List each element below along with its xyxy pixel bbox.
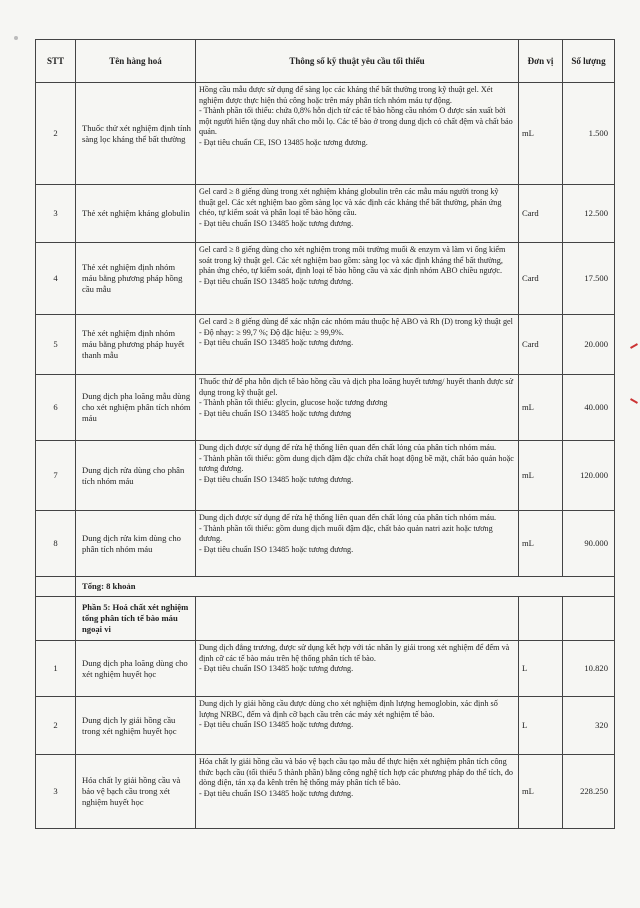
spec-line: - Thành phần tối thiểu: glycin, glucose hoặc tương đương <box>199 398 388 407</box>
row-name: Dung dịch ly giải hồng cầu trong xét nghiệm huyết học <box>76 697 196 755</box>
spec-line: Gel card ≥ 8 giếng dùng để xác nhận các nhóm máu thuộc hệ ABO và Rh (D) trong kỹ thuật gel <box>199 317 513 326</box>
row-unit: Card <box>519 185 563 243</box>
spec-line: Dung dịch đẳng trương, được sử dụng kết hợp với tác nhân ly giải trong xét nghiệm để đếm và định cỡ các tế bào máu trên hệ thống phân tích tế bào. <box>199 643 510 663</box>
table-row <box>36 185 615 243</box>
row-qty: 20.000 <box>563 315 615 375</box>
row-spec <box>196 243 519 315</box>
spec-line: - Thành phần tối thiểu: chứa 0,8% hỗn dịch từ các tế bào hồng cầu nhóm O được sản xuất bởi một người hiến tặng duy nhất cho mỗi lọ. Các tế bào ở trong dung dịch có chất đệm và chất bảo quản. <box>199 106 513 136</box>
spec-line: Dung dịch được sử dụng để rửa hệ thống liên quan đến chất lỏng của phân tích nhóm máu. <box>199 513 497 522</box>
row-qty: 10.820 <box>563 641 615 697</box>
row-unit: Card <box>519 243 563 315</box>
spec-line: - Đạt tiêu chuẩn ISO 13485 hoặc tương đương. <box>199 338 354 347</box>
header-row <box>36 40 615 83</box>
row-qty: 90.000 <box>563 511 615 577</box>
header-spec: Thông số kỹ thuật yêu cầu tối thiểu <box>196 40 519 83</box>
row-spec <box>196 511 519 577</box>
row-spec <box>196 375 519 441</box>
row-qty: 320 <box>563 697 615 755</box>
row-name: Dung dịch rửa kim dùng cho phân tích nhóm máu <box>76 511 196 577</box>
table-body-part5 <box>36 641 615 829</box>
row-spec <box>196 697 519 755</box>
row-qty: 1.500 <box>563 83 615 185</box>
spec-line: - Đạt tiêu chuẩn ISO 13485 hoặc tương đương. <box>199 276 354 286</box>
spec-line: Gel card ≥ 8 giếng dùng trong xét nghiệm kháng globulin trên các mẫu máu người trong kỹ thuật gel. Các xét nghiệm bao gồm sàng lọc và xác định các kháng thể bất thường, phản ứng chéo, tự kiểm soát và phân loại tế bào hồng cầu. <box>199 187 502 217</box>
spec-line: - Đạt tiêu chuẩn CE, ISO 13485 hoặc tương đương. <box>199 137 368 147</box>
spec-line: - Đạt tiêu chuẩn ISO 13485 hoặc tương đương. <box>199 544 354 554</box>
total-label: Tổng: 8 khoản <box>76 577 615 597</box>
row-qty: 228.250 <box>563 755 615 829</box>
table-row <box>36 315 615 375</box>
row-name: Thẻ xét nghiệm kháng globulin <box>76 185 196 243</box>
row-spec <box>196 83 519 185</box>
header-stt: STT <box>36 40 76 83</box>
stamp-edge-mark <box>630 343 638 349</box>
spec-line: Thuốc thử để pha hỗn dịch tế bào hồng cầu và dịch pha loãng huyết tương/ huyết thanh được sử dụng trong kỹ thuật gel. <box>199 377 514 397</box>
table-body-part4 <box>36 83 615 577</box>
row-name: Hóa chất ly giải hồng cầu và bảo vệ bạch cầu trong xét nghiệm huyết học <box>76 755 196 829</box>
specification-table <box>35 39 615 829</box>
row-unit: L <box>519 641 563 697</box>
row-stt: 1 <box>36 641 76 697</box>
spec-line: Dung dịch được sử dụng để rửa hệ thống liên quan đến chất lỏng của phân tích nhóm máu. <box>199 443 497 452</box>
row-name: Dung dịch pha loãng dùng cho xét nghiệm huyết học <box>76 641 196 697</box>
row-spec <box>196 185 519 243</box>
spec-line: - Đạt tiêu chuẩn ISO 13485 hoặc tương đương. <box>199 218 354 228</box>
row-name: Dung dịch rửa dùng cho phân tích nhóm máu <box>76 441 196 511</box>
spec-line: Hồng cầu mẫu được sử dụng để sàng lọc các kháng thể bất thường trong kỹ thuật gel. Xét nghiệm được thực hiện thủ công hoặc trên máy phân tích nhóm máu tự động. <box>199 85 493 105</box>
row-stt: 4 <box>36 243 76 315</box>
row-qty: 40.000 <box>563 375 615 441</box>
row-qty: 120.000 <box>563 441 615 511</box>
row-unit: mL <box>519 441 563 511</box>
table-row <box>36 243 615 315</box>
spec-line: Gel card ≥ 8 giếng dùng cho xét nghiệm trong môi trường muối & enzym và làm vi ống kiểm soát trong kỹ thuật gel. Các xét nghiệm bao gồm: sàng lọc và xác định kháng thể bất thường, phản ứng chéo, tự kiểm soát, định loại tế bào hồng cầu và xác định nhóm ABO chiều ngược. <box>199 245 506 275</box>
header-unit: Đơn vị <box>519 40 563 83</box>
row-stt: 3 <box>36 185 76 243</box>
spec-line: Dung dịch ly giải hồng cầu được dùng cho xét nghiệm định lượng hemoglobin, xác định số lượng NRBC, đếm và định cỡ bạch cầu trên các máy xét nghiệm tế bào. <box>199 699 498 719</box>
section-label: Phần 5: Hoá chất xét nghiệm tổng phân tích tế bào máu ngoại vi <box>76 597 196 641</box>
spec-line: - Đạt tiêu chuẩn ISO 13485 hoặc tương đương. <box>199 664 354 673</box>
table-row <box>36 83 615 185</box>
spec-line: Hóa chất ly giải hồng cầu và bảo vệ bạch cầu tạo mẫu để thực hiện xét nghiệm phân tích công thức bạch cầu (tối thiểu 5 thành phần) bằng công nghệ tích hợp các phương pháp đo thể tích, đo dòng điện, tán xạ đa kênh trên hệ thống máy phân tích tế bào. <box>199 757 514 787</box>
row-name: Thẻ xét nghiệm định nhóm máu bằng phương pháp huyết thanh mẫu <box>76 315 196 375</box>
row-spec <box>196 315 519 375</box>
spec-line: - Thành phần tối thiểu: gồm dung dịch muối đậm đặc, chất bảo quản natri azit hoặc tương đương. <box>199 523 493 543</box>
row-stt: 6 <box>36 375 76 441</box>
section-row <box>36 597 615 641</box>
row-unit: mL <box>519 511 563 577</box>
row-stt: 8 <box>36 511 76 577</box>
table-row <box>36 441 615 511</box>
row-stt: 7 <box>36 441 76 511</box>
spec-line: - Đạt tiêu chuẩn ISO 13485 hoặc tương đương <box>199 408 352 418</box>
row-name: Thuốc thử xét nghiệm định tính sàng lọc kháng thể bất thường <box>76 83 196 185</box>
spec-line: - Đạt tiêu chuẩn ISO 13485 hoặc tương đương. <box>199 720 354 729</box>
table-row <box>36 755 615 829</box>
row-stt: 5 <box>36 315 76 375</box>
header-name: Tên hàng hoá <box>76 40 196 83</box>
row-unit: mL <box>519 375 563 441</box>
table-section-break <box>36 577 615 641</box>
row-spec <box>196 755 519 829</box>
stamp-edge-mark-2 <box>630 398 638 404</box>
row-unit: L <box>519 697 563 755</box>
spec-line: - Đạt tiêu chuẩn ISO 13485 hoặc tương đương. <box>199 474 354 484</box>
row-stt: 2 <box>36 697 76 755</box>
row-spec <box>196 441 519 511</box>
row-qty: 12.500 <box>563 185 615 243</box>
table-row <box>36 375 615 441</box>
row-stt: 2 <box>36 83 76 185</box>
row-stt: 3 <box>36 755 76 829</box>
row-unit: mL <box>519 755 563 829</box>
row-spec <box>196 641 519 697</box>
spec-line: - Đạt tiêu chuẩn ISO 13485 hoặc tương đương. <box>199 788 354 798</box>
row-name: Dung dịch pha loãng mẫu dùng cho xét nghiệm phân tích nhóm máu <box>76 375 196 441</box>
row-qty: 17.500 <box>563 243 615 315</box>
spec-line: - Thành phần tối thiểu: gồm dung dịch đậm đặc chứa chất hoạt động bề mặt, chất bảo quản hoặc tương đương. <box>199 453 514 473</box>
spec-line: - Độ nhạy: ≥ 99,7 %; Độ đặc hiệu: ≥ 99,9%. <box>199 327 344 337</box>
row-name: Thẻ xét nghiệm định nhóm máu bằng phương pháp hồng cầu mẫu <box>76 243 196 315</box>
table-row <box>36 641 615 697</box>
table-row <box>36 511 615 577</box>
total-row <box>36 577 615 597</box>
table-row <box>36 697 615 755</box>
row-unit: Card <box>519 315 563 375</box>
row-unit: mL <box>519 83 563 185</box>
scan-speck <box>14 36 18 40</box>
header-qty: Số lượng <box>563 40 615 83</box>
